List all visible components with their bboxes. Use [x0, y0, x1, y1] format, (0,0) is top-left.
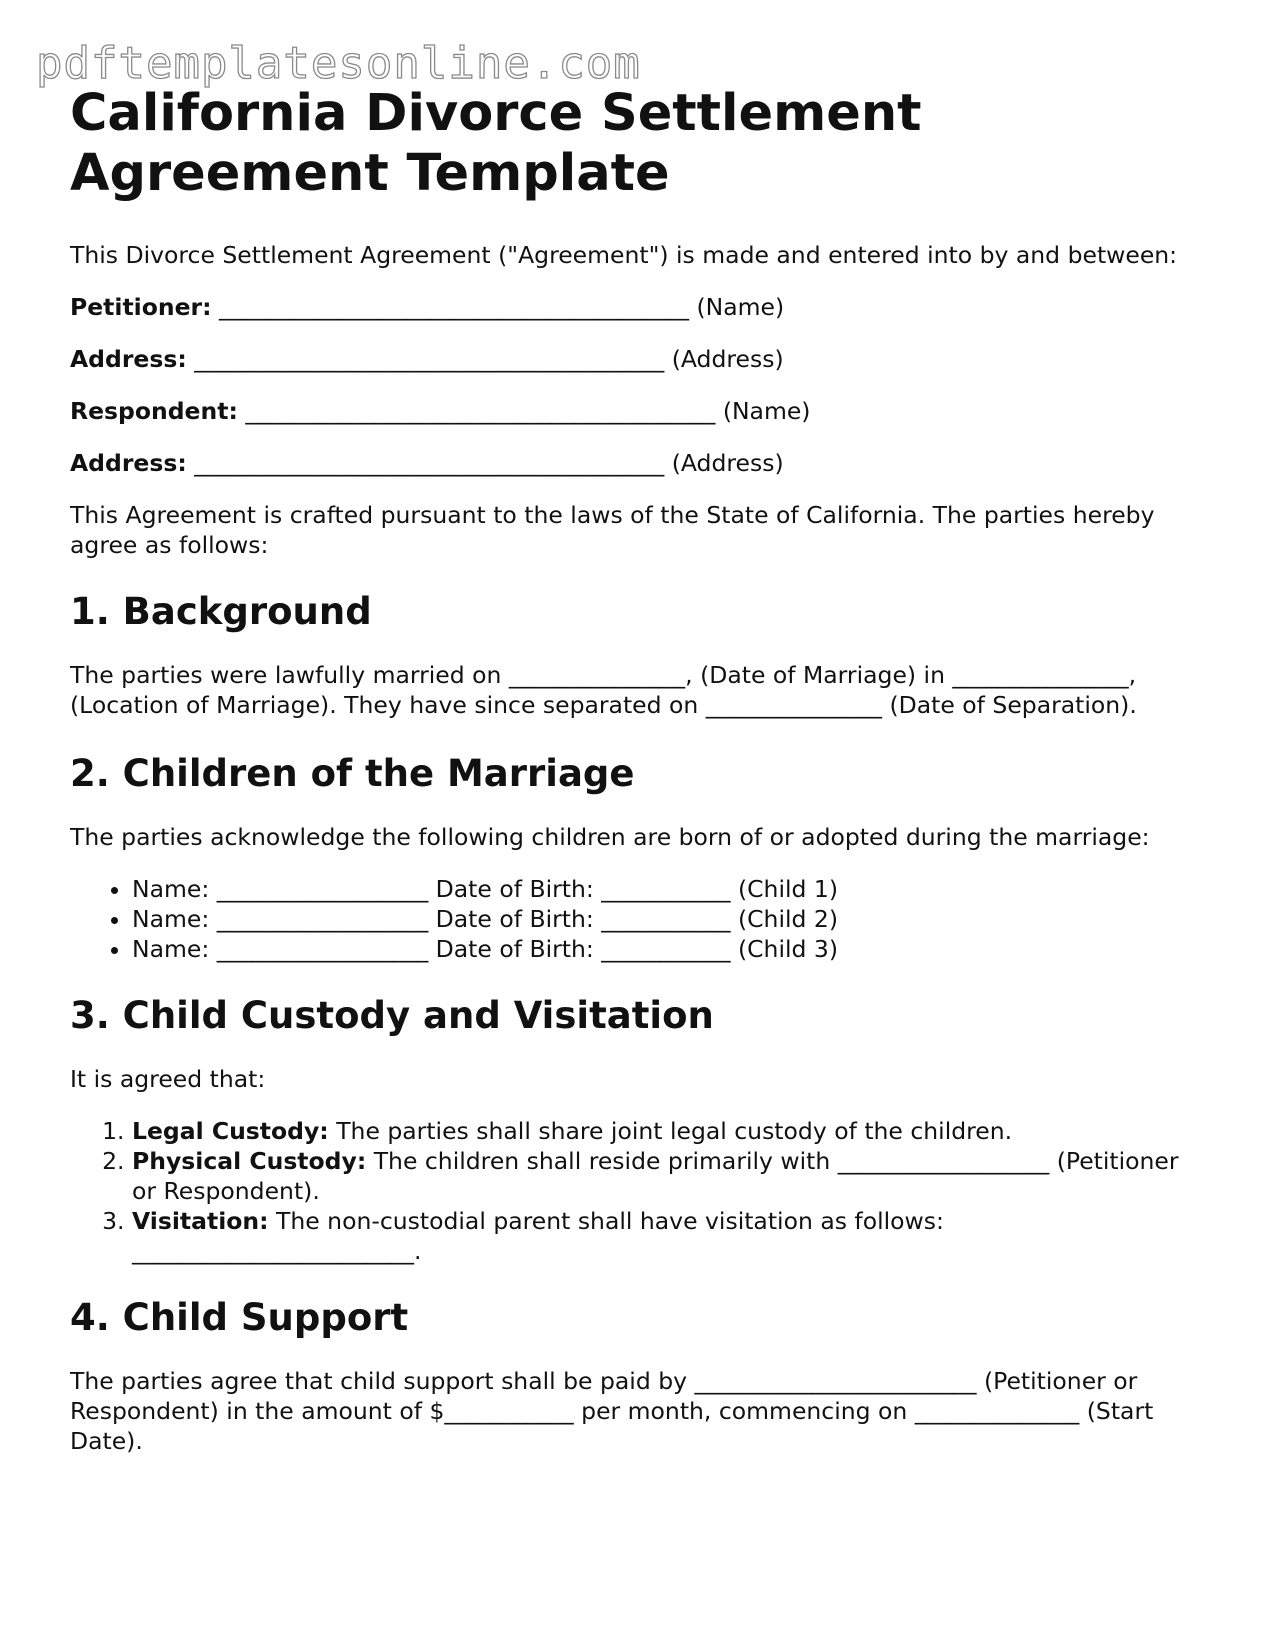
petitioner-blank[interactable]: ________________________________________: [219, 293, 690, 321]
document-title: California Divorce Settlement Agreement Template: [70, 84, 922, 203]
respondent-label: Respondent:: [70, 397, 238, 425]
custody-item-visitation-text: The non-custodial parent shall have visitation as follows: ________________________.: [132, 1207, 944, 1265]
custody-item-legal: [132, 1116, 1210, 1146]
intro-paragraph: This Divorce Settlement Agreement ("Agreement") is made and entered into by and between:: [70, 241, 1178, 269]
respondent-address-label: Address:: [70, 449, 187, 477]
section-background-heading: 1. Background: [70, 590, 372, 633]
respondent-address-field: [70, 448, 1210, 478]
custody-item-physical: [132, 1146, 1210, 1206]
custody-item-visitation: [132, 1206, 1210, 1266]
respondent-field: [70, 396, 1210, 426]
pursuant-paragraph: This Agreement is crafted pursuant to the laws of the State of California. The parties hereby agree as follows:: [70, 501, 1155, 559]
svg-text:pdftemplatesonline.com: pdftemplatesonline.com: [36, 38, 641, 89]
custody-item-physical-text: The children shall reside primarily with __________________ (Petitioner or Respondent).: [132, 1147, 1179, 1205]
document-content: [70, 84, 1210, 1456]
section-children-text: The parties acknowledge the following children are born of or adopted during the marriage:: [70, 823, 1150, 851]
children-list: [70, 874, 1210, 964]
custody-item-legal-label: Legal Custody:: [132, 1117, 329, 1145]
section-support-text: The parties agree that child support shall be paid by ________________________ (Petitioner or Respondent) in the amount of $___________ per month, commencing on ______________ (Start Date).: [70, 1367, 1154, 1455]
petitioner-address-label: Address:: [70, 345, 187, 373]
custody-item-visitation-label: Visitation:: [132, 1207, 269, 1235]
custody-item-physical-label: Physical Custody:: [132, 1147, 367, 1175]
petitioner-hint: (Name): [696, 293, 785, 321]
petitioner-label: Petitioner:: [70, 293, 212, 321]
section-background-text: The parties were lawfully married on _______________, (Date of Marriage) in _______________, (Location of Marriage). They have since separated on _______________ (Date of Separation).: [70, 661, 1137, 719]
section-support-heading: 4. Child Support: [70, 1296, 409, 1339]
custody-list: [70, 1116, 1210, 1266]
petitioner-address-hint: (Address): [671, 345, 784, 373]
petitioner-field: [70, 292, 1210, 322]
respondent-hint: (Name): [722, 397, 811, 425]
child-item: • Name: __________________ Date of Birth: ___________ (Child 3): [132, 934, 1210, 964]
respondent-address-blank[interactable]: ________________________________________: [194, 449, 665, 477]
section-children-heading: 2. Children of the Marriage: [70, 752, 635, 795]
petitioner-address-blank[interactable]: ________________________________________: [194, 345, 665, 373]
child-item: • Name: __________________ Date of Birth: ___________ (Child 1): [132, 874, 1210, 904]
custody-item-legal-text: The parties shall share joint legal custody of the children.: [328, 1117, 1013, 1145]
section-custody-heading: 3. Child Custody and Visitation: [70, 994, 714, 1037]
section-custody-text: It is agreed that:: [70, 1065, 266, 1093]
respondent-blank[interactable]: ________________________________________: [245, 397, 716, 425]
child-item: • Name: __________________ Date of Birth: ___________ (Child 2): [132, 904, 1210, 934]
petitioner-address-field: [70, 344, 1210, 374]
respondent-address-hint: (Address): [671, 449, 784, 477]
